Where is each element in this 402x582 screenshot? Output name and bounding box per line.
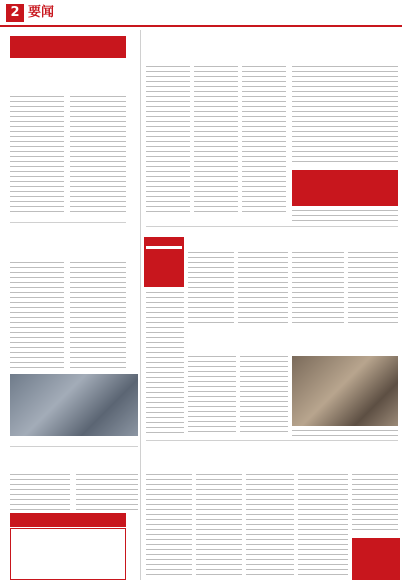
banner-bar — [146, 246, 182, 249]
article-body — [146, 66, 190, 216]
article-body — [242, 66, 286, 216]
article-body — [292, 210, 398, 224]
section-banner — [10, 36, 126, 58]
masthead — [0, 0, 402, 26]
article-body — [240, 356, 288, 436]
article-body — [246, 474, 294, 578]
slogan-banner — [292, 170, 398, 206]
page-number: 2 — [6, 4, 24, 22]
article-body — [188, 252, 234, 324]
photo-caption — [292, 430, 398, 438]
article-body — [70, 96, 126, 216]
article-body — [348, 252, 398, 324]
divider — [10, 222, 126, 223]
article-body — [194, 66, 238, 216]
article-body — [76, 474, 138, 510]
article-body — [238, 252, 288, 324]
article-body — [146, 292, 184, 434]
column-divider — [140, 30, 141, 580]
masthead-rule — [0, 25, 402, 27]
article-body — [352, 474, 398, 534]
slogan-box — [10, 528, 126, 580]
article-body — [292, 66, 398, 164]
divider — [10, 446, 138, 447]
article-body — [10, 262, 64, 370]
news-photo — [292, 356, 398, 426]
article-body — [298, 474, 348, 578]
article-body — [196, 474, 242, 578]
article-body — [146, 474, 192, 578]
section-name: 要闻 — [28, 5, 55, 20]
article-body — [10, 474, 70, 510]
article-body — [188, 356, 236, 436]
article-body — [10, 96, 64, 216]
article-body — [70, 262, 126, 370]
column-banner — [144, 237, 184, 287]
divider — [146, 440, 398, 441]
slogan-banner — [352, 538, 400, 580]
article-body — [292, 252, 344, 324]
bottom-banner — [10, 513, 126, 527]
news-photo — [10, 374, 138, 436]
divider — [146, 226, 398, 227]
